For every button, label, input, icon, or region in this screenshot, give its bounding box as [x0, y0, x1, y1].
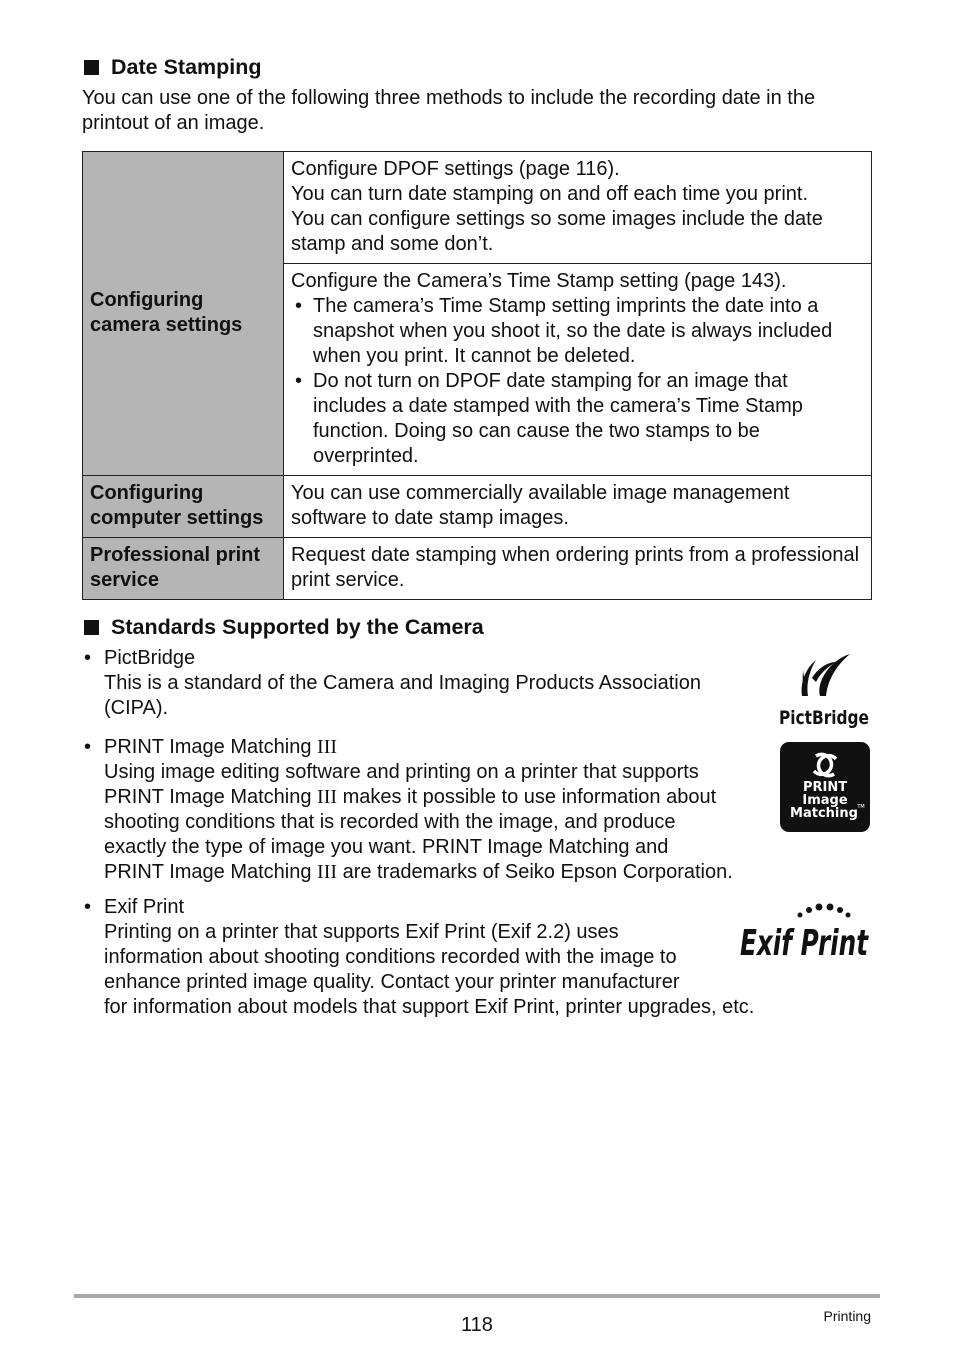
- pim-roman: III: [317, 736, 338, 758]
- date-stamping-heading: [84, 54, 262, 80]
- date-stamping-intro: You can use one of the following three methods to include the recording date in the printout of an image.: [82, 87, 816, 134]
- table-row: [83, 538, 872, 600]
- pim-logo-line: PRINT: [802, 780, 848, 795]
- pim-line-text: makes it possible to use information about: [337, 786, 717, 808]
- pim-line-text: PRINT Image Matching: [104, 786, 318, 808]
- timestamp-line: Configure the Camera’s Time Stamp setting (page 143).: [291, 270, 787, 292]
- camera-settings-label: Configuring camera settings: [83, 152, 284, 476]
- pim-title-text: PRINT Image Matching: [104, 736, 318, 758]
- pim-title: [104, 735, 784, 760]
- footer-divider: [74, 1294, 880, 1298]
- exif-print-logo-icon: [738, 900, 870, 962]
- bullet-dot: •: [84, 896, 92, 918]
- pim-roman: III: [317, 861, 338, 883]
- timestamp-cell: [284, 264, 872, 476]
- list-item: • The camera’s Time Stamp setting imprints the date into a snapshot when you shoot it, so the date is always included when you print. It cannot be deleted.: [291, 294, 864, 369]
- square-bullet-icon: [84, 60, 99, 75]
- pictbridge-title: PictBridge: [104, 647, 196, 669]
- pim-line-text: are trademarks of Seiko Epson Corporation.: [337, 861, 733, 883]
- computer-settings-cell: You can use commercially available image management software to date stamp images.: [284, 476, 872, 538]
- professional-print-cell: Request date stamping when ordering prints from a professional print service.: [284, 538, 872, 600]
- computer-settings-label: Configuring computer settings: [83, 476, 284, 538]
- page-number: 118: [461, 1314, 493, 1336]
- pim-roman: III: [317, 786, 338, 808]
- pictbridge-text: This is a standard of the Camera and Imaging Products Association (CIPA).: [104, 672, 701, 719]
- pim-logo-tm: TM: [857, 804, 865, 810]
- exif-title: Exif Print: [104, 896, 185, 918]
- dpof-line: You can turn date stamping on and off each time you print.: [291, 183, 809, 205]
- pim-line: [104, 860, 784, 885]
- dpof-line: You can configure settings so some images include the date stamp and some don’t.: [291, 208, 823, 255]
- bullet-dot: •: [84, 647, 92, 669]
- exif-line: information about shooting conditions recorded with the image to: [104, 946, 677, 968]
- bullet-dot: •: [84, 736, 92, 758]
- pim-logo-line: Matching: [790, 806, 858, 821]
- table-row: [83, 152, 872, 264]
- square-bullet-icon: [84, 620, 99, 635]
- exif-line: for information about models that support Exif Print, printer upgrades, etc.: [104, 996, 755, 1018]
- pim-item: [84, 735, 784, 885]
- dpof-cell: [284, 152, 872, 264]
- section-name: Printing: [823, 1308, 871, 1324]
- print-image-matching-logo-icon: [780, 742, 870, 832]
- pim-line-text: PRINT Image Matching: [104, 861, 318, 883]
- pim-logo-line: Image: [802, 793, 848, 808]
- dpof-line: Configure DPOF settings (page 116).: [291, 158, 620, 180]
- exif-line: enhance printed image quality. Contact your printer manufacturer: [104, 971, 680, 993]
- pictbridge-logo-icon: [776, 652, 872, 728]
- pim-line: Using image editing software and printing on a printer that supports: [104, 761, 699, 783]
- table-row: [83, 476, 872, 538]
- standards-heading-text: Standards Supported by the Camera: [111, 615, 484, 639]
- exif-logo-text: Exif Print: [740, 923, 870, 964]
- date-stamping-heading-text: Date Stamping: [111, 55, 262, 79]
- date-stamping-methods-table: [82, 151, 872, 600]
- standards-heading: [84, 614, 484, 640]
- pim-line: exactly the type of image you want. PRINT Image Matching and: [104, 836, 669, 858]
- pim-line: [104, 785, 784, 810]
- professional-print-label: Professional print service: [83, 538, 284, 600]
- pictbridge-item: [84, 646, 744, 721]
- pictbridge-logo-text: PictBridge: [779, 707, 869, 729]
- list-item: • Do not turn on DPOF date stamping for an image that includes a date stamped with the camera’s Time Stamp function. Doing so can cause the two stamps to be overprinted.: [291, 369, 864, 469]
- exif-line: Printing on a printer that supports Exif Print (Exif 2.2) uses: [104, 921, 619, 943]
- timestamp-bullets: [291, 294, 864, 469]
- pim-line: shooting conditions that is recorded with the image, and produce: [104, 811, 676, 833]
- exif-item: [84, 895, 804, 1020]
